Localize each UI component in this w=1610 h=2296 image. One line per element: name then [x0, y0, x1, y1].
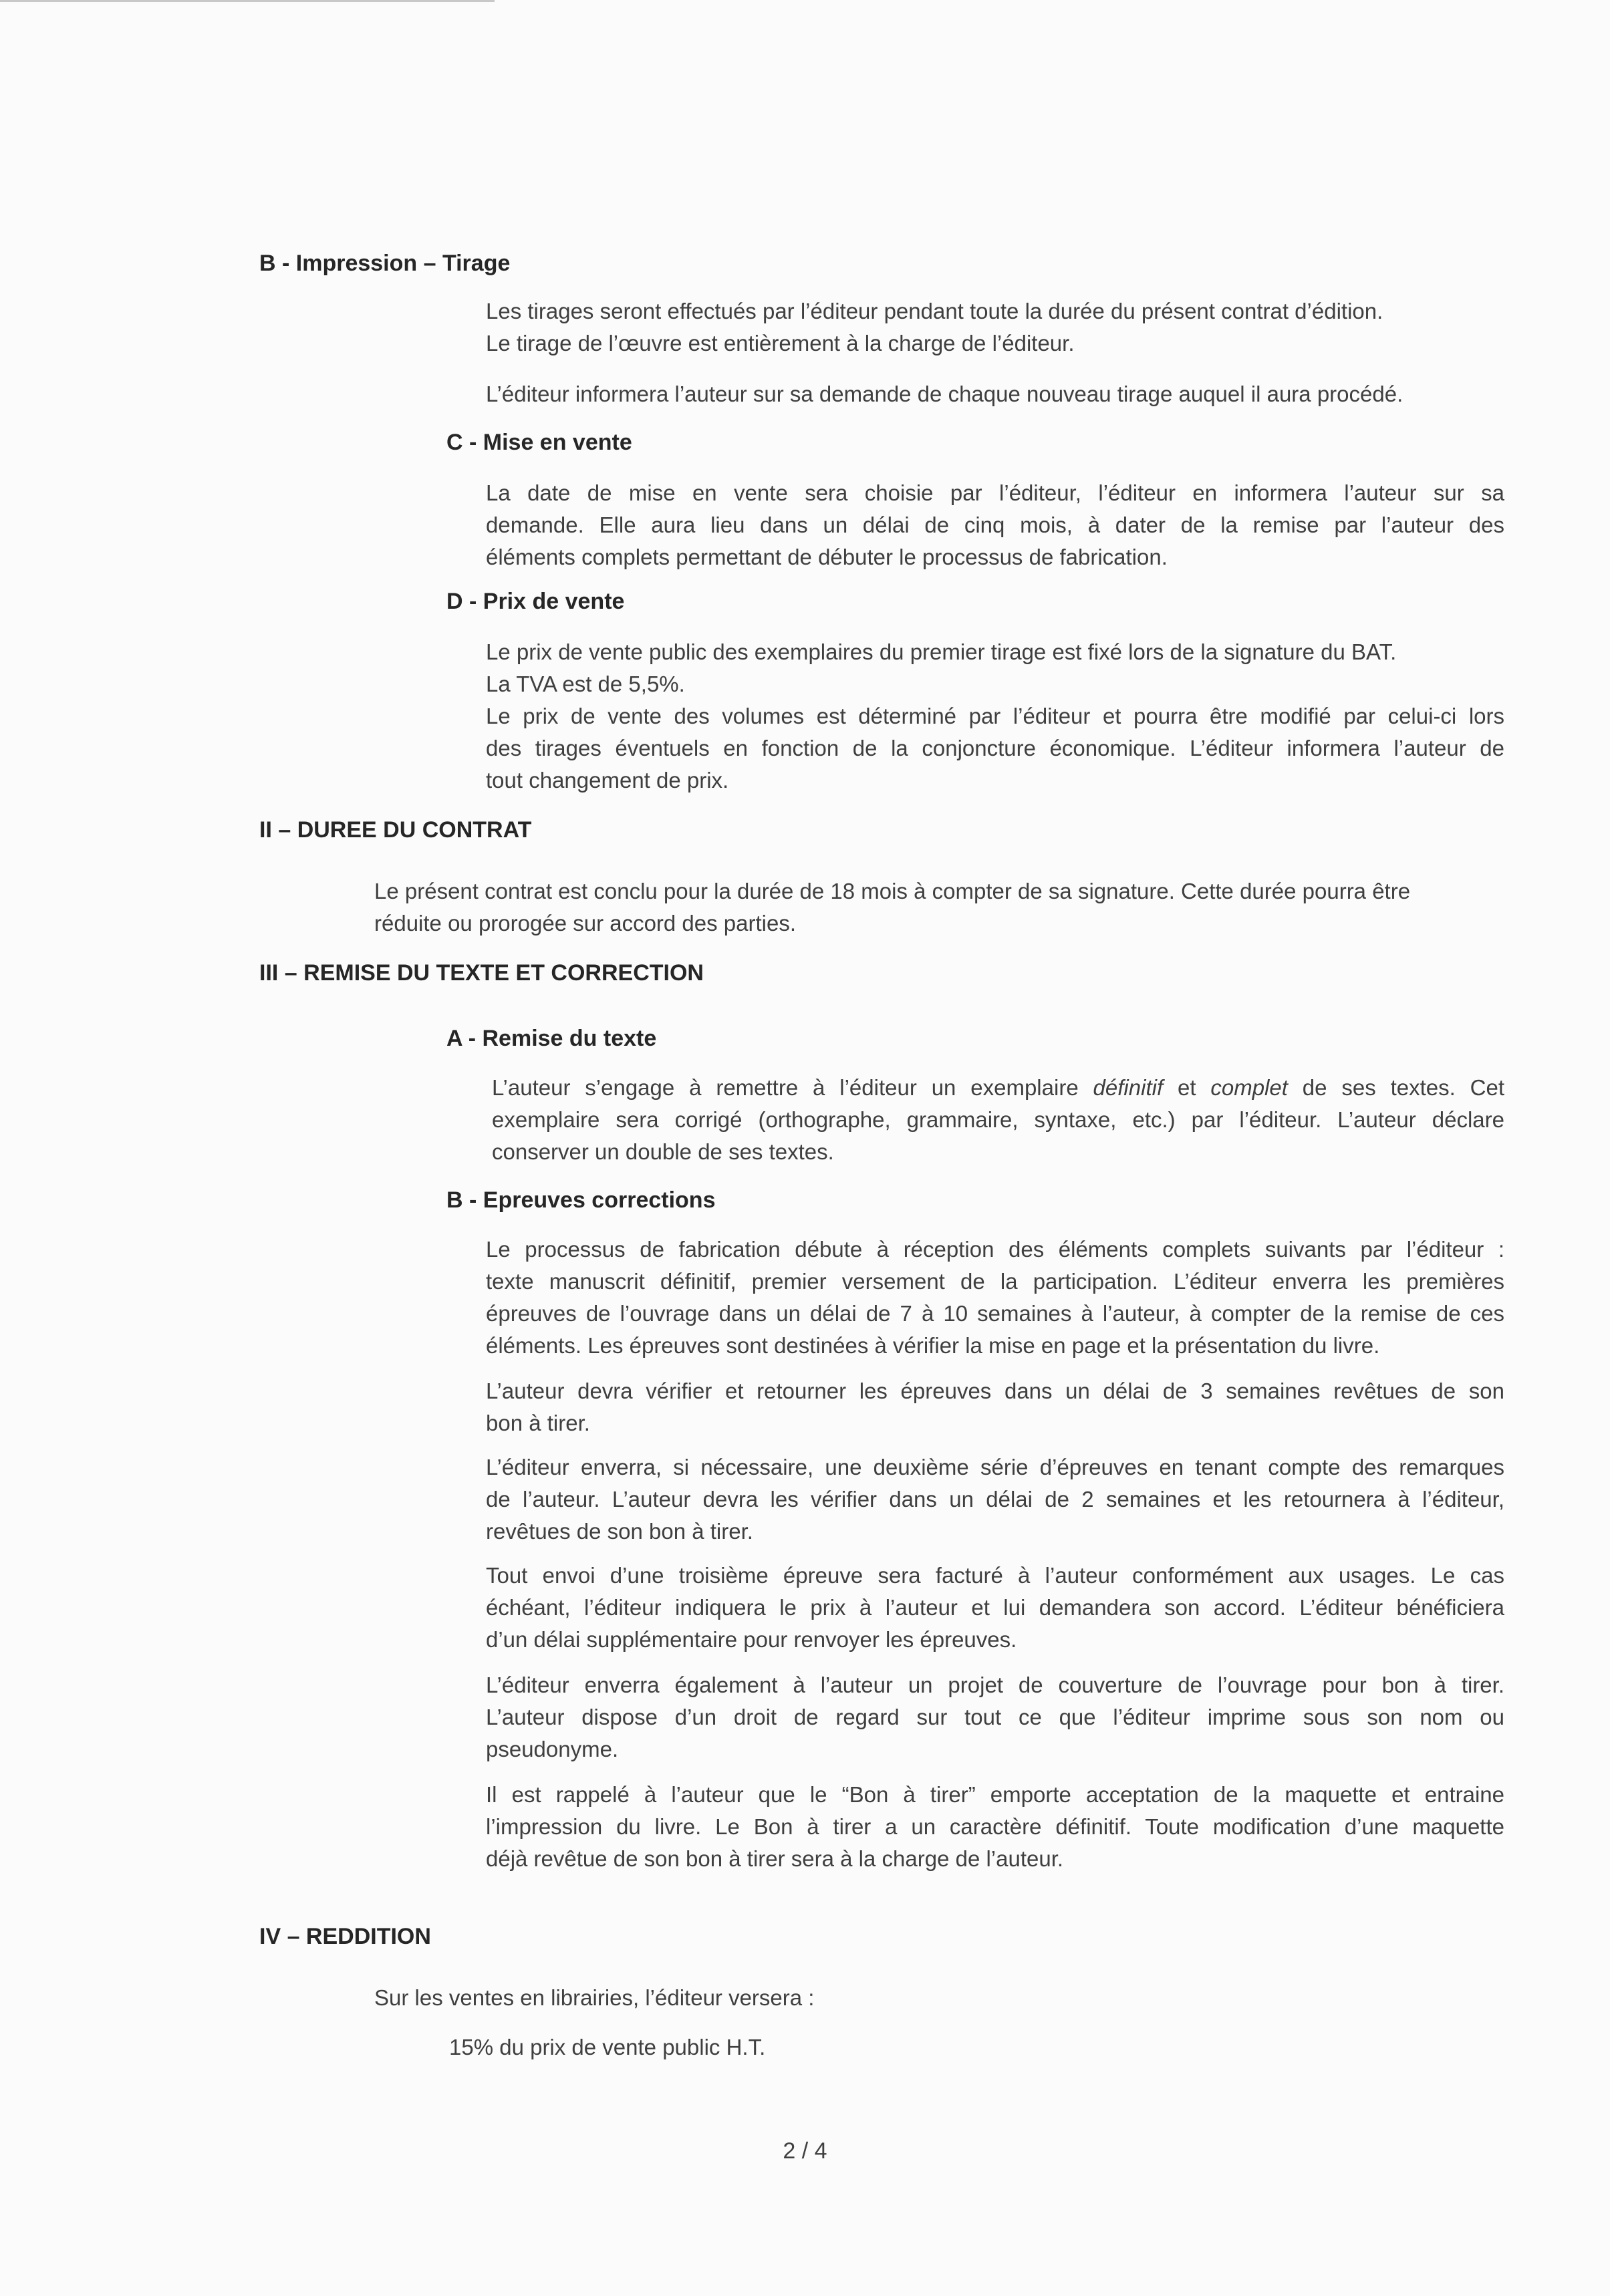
paragraph-troisieme-epreuve	[486, 1560, 1504, 1656]
text-line: Le prix de vente des volumes est déterminé par l’éditeur et pourra être modifié par celui-ci lors	[486, 704, 1504, 728]
text-line: conserver un double de ses textes.	[492, 1139, 834, 1164]
paragraph-bon-a-tirer	[486, 1779, 1504, 1875]
text-line: L’éditeur informera l’auteur sur sa demande de chaque nouveau tirage auquel il aura procédé.	[486, 382, 1403, 406]
text-line: de l’auteur. L’auteur devra les vérifier dans un délai de 2 semaines et les retournera à l’éditeur,	[486, 1487, 1504, 1512]
emphasis-complet: complet	[1210, 1075, 1288, 1100]
text-line: Il est rappelé à l’auteur que le “Bon à tirer” emporte acceptation de la maquette et entraine	[486, 1782, 1504, 1807]
text-line: demande. Elle aura lieu dans un délai de cinq mois, à dater de la remise par l’auteur des	[486, 513, 1504, 537]
text-line: texte manuscrit définitif, premier versement de la participation. L’éditeur enverra les premières	[486, 1269, 1504, 1294]
text-line: éléments. Les épreuves sont destinées à vérifier la mise en page et la présentation du livre.	[486, 1333, 1380, 1358]
paragraph-pourcentage	[449, 2031, 1518, 2063]
heading-iv-reddition: IV – REDDITION	[259, 1924, 431, 1949]
text-line: pseudonyme.	[486, 1737, 619, 1761]
text-line: revêtues de son bon à tirer.	[486, 1519, 753, 1544]
paragraph-processus-fabrication	[486, 1234, 1504, 1362]
text-line: épreuves de l’ouvrage dans un délai de 7 à 10 semaines à l’auteur, à compter de la remise de ces	[486, 1301, 1504, 1326]
text-line: La TVA est de 5,5%.	[486, 672, 685, 696]
text-line: l’impression du livre. Le Bon à tirer a un caractère définitif. Toute modification d’une maquette	[486, 1814, 1504, 1839]
paragraph-verifier-epreuves	[486, 1375, 1504, 1439]
text-line: Le prix de vente public des exemplaires du premier tirage est fixé lors de la signature du BAT.	[486, 639, 1397, 664]
paragraph-ventes-librairies	[374, 1982, 1537, 2014]
heading-iii-remise-du-texte: III – REMISE DU TEXTE ET CORRECTION	[259, 960, 704, 986]
text-line: tout changement de prix.	[486, 768, 729, 793]
heading-a-remise-du-texte: A - Remise du texte	[446, 1026, 657, 1051]
heading-b-epreuves-corrections: B - Epreuves corrections	[446, 1187, 716, 1213]
text-line: 15% du prix de vente public H.T.	[449, 2035, 766, 2059]
paragraph-remise-du-texte	[492, 1072, 1504, 1168]
text-line: L’éditeur enverra, si nécessaire, une deuxième série d’épreuves en tenant compte des remarques	[486, 1455, 1504, 1479]
text-line: déjà revêtue de son bon à tirer sera à la charge de l’auteur.	[486, 1846, 1064, 1871]
text-line: Le processus de fabrication débute à réception des éléments complets suivants par l’éditeur :	[486, 1237, 1504, 1262]
text-run: de ses textes. Cet	[1287, 1075, 1504, 1100]
text-line: réduite ou prorogée sur accord des parties.	[374, 911, 797, 936]
page-number: 2 / 4	[783, 2138, 827, 2164]
text-run: et	[1163, 1075, 1211, 1100]
paragraph-prix-de-vente	[486, 636, 1504, 797]
text-line: d’un délai supplémentaire pour renvoyer les épreuves.	[486, 1627, 1017, 1652]
text-line: L’auteur dispose d’un droit de regard sur tout ce que l’éditeur imprime sous son nom ou	[486, 1705, 1504, 1729]
text-line: Les tirages seront effectués par l’éditeur pendant toute la durée du présent contrat d’édition.	[486, 299, 1383, 323]
text-line: Sur les ventes en librairies, l’éditeur versera :	[374, 1985, 815, 2010]
text-line: bon à tirer.	[486, 1411, 590, 1435]
paragraph-tirages	[486, 295, 1504, 360]
text-line: Le tirage de l’œuvre est entièrement à la charge de l’éditeur.	[486, 331, 1075, 355]
text-run: L’auteur s’engage à remettre à l’éditeur un exemplaire	[492, 1075, 1093, 1100]
emphasis-definitif: définitif	[1093, 1075, 1164, 1100]
text-line: L’auteur devra vérifier et retourner les épreuves dans un délai de 3 semaines revêtues de son	[486, 1379, 1504, 1403]
text-line: des tirages éventuels en fonction de la conjoncture économique. L’éditeur informera l’auteur de	[486, 736, 1504, 760]
text-line: éléments complets permettant de débuter le processus de fabrication.	[486, 545, 1168, 569]
paragraph-duree	[374, 875, 1537, 940]
text-line: Le présent contrat est conclu pour la durée de 18 mois à compter de sa signature. Cette durée pourra être	[374, 879, 1411, 903]
heading-b-impression-tirage: B - Impression – Tirage	[259, 251, 511, 276]
heading-c-mise-en-vente: C - Mise en vente	[446, 430, 632, 455]
text-line: exemplaire sera corrigé (orthographe, grammaire, syntaxe, etc.) par l’éditeur. L’auteur déclare	[492, 1107, 1504, 1132]
heading-d-prix-de-vente: D - Prix de vente	[446, 589, 625, 614]
text-line	[492, 1072, 1504, 1104]
paragraph-couverture	[486, 1669, 1504, 1765]
paragraph-deuxieme-serie	[486, 1451, 1504, 1548]
text-line: échéant, l’éditeur indiquera le prix à l’auteur et lui demandera son accord. L’éditeur bénéficiera	[486, 1595, 1504, 1620]
text-line: L’éditeur enverra également à l’auteur un projet de couverture de l’ouvrage pour bon à tirer.	[486, 1673, 1504, 1697]
text-line: La date de mise en vente sera choisie par l’éditeur, l’éditeur en informera l’auteur sur sa	[486, 480, 1504, 505]
heading-ii-duree-du-contrat: II – DUREE DU CONTRAT	[259, 817, 532, 843]
text-line: Tout envoi d’une troisième épreuve sera facturé à l’auteur conformément aux usages. Le cas	[486, 1563, 1504, 1588]
paragraph-informera-tirage	[486, 378, 1504, 410]
paragraph-mise-en-vente	[486, 477, 1504, 573]
scan-edge-line	[0, 0, 495, 2]
